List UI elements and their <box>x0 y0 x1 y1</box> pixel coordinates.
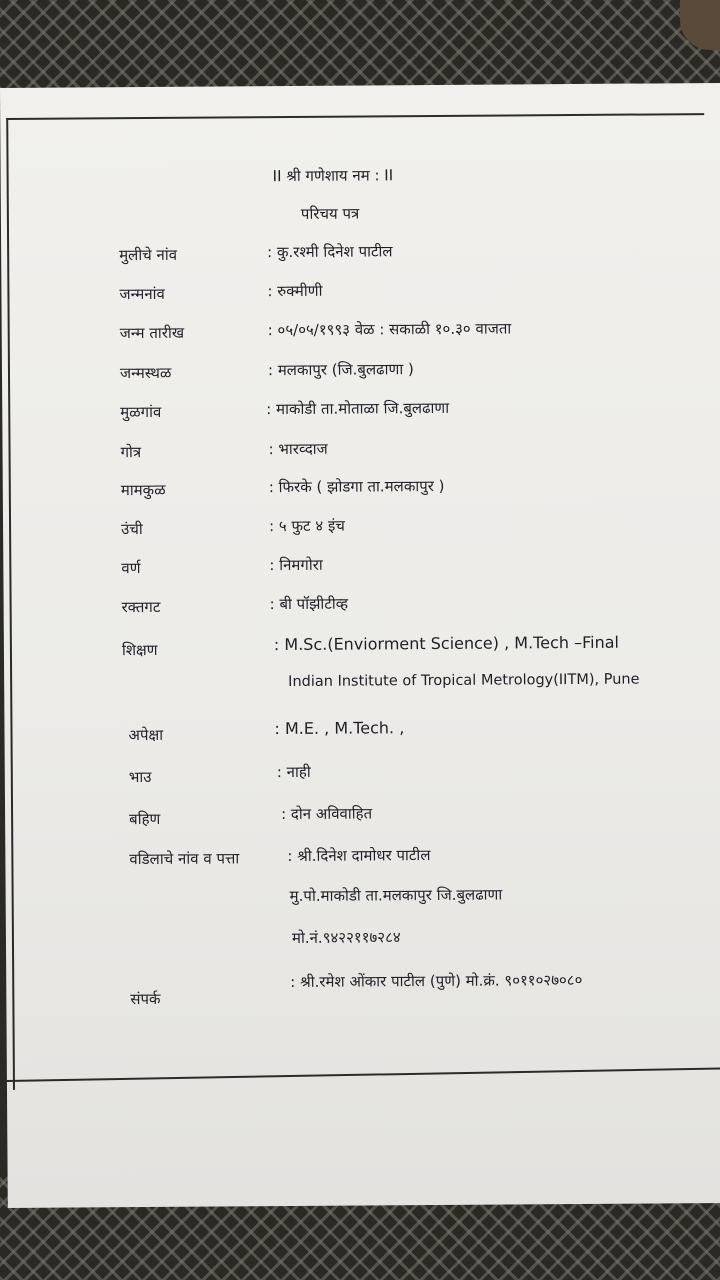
field-value-gotra: : भारव्दाज <box>268 439 328 459</box>
document-sheet <box>0 83 720 1208</box>
field-value-name: : कु.रश्मी दिनेश पाटील <box>267 242 393 262</box>
field-value-birth-date: : ०५/०५/१९९३ वेळ : सकाळी १०.३० वाजता <box>267 319 512 340</box>
field-value-education: : M.Sc.(Enviorment Science) , M.Tech –Final <box>273 632 619 655</box>
contact-value: : श्री.रमेश ओंकार पाटील (पुणे) मो.क्रं. ९०११०२७०८० <box>290 970 583 991</box>
field-value-native-place: : माकोडी ता.मोताळा जि.बुलढाणा <box>266 398 450 419</box>
invocation-heading: II श्री गणेशाय नम : II <box>272 166 394 186</box>
field-value-birth-place: : मलकापुर (जि.बुलढाणा ) <box>267 360 414 380</box>
field-value-maternal-clan: : फिरके ( झोडगा ता.मलकापुर ) <box>268 476 445 497</box>
field-label-birth-date: जन्म तारीख <box>119 323 185 343</box>
field-label-sister: बहिण <box>129 809 161 829</box>
field-label-education: शिक्षण <box>121 640 158 660</box>
field-label-birth-place: जन्मस्थळ <box>119 363 172 383</box>
field-value-expectation: : M.E. , M.Tech. , <box>274 718 405 739</box>
field-label-name: मुलीचे नांव <box>119 245 178 265</box>
field-label-brother: भाउ <box>128 767 152 787</box>
contact-label: संपर्क <box>130 989 161 1009</box>
field-label-height: उंची <box>121 520 143 539</box>
father-phone: मो.नं.९४२२११७२८४ <box>291 928 401 947</box>
field-value-education-institute: Indian Institute of Tropical Metrology(IITM), Pune <box>288 671 640 691</box>
field-label-blood-group: रक्तगट <box>121 597 161 617</box>
father-address: मु.पो.माकोडी ता.मलकापुर जि.बुलढाणा <box>289 885 503 905</box>
field-label-complexion: वर्ण <box>121 559 141 578</box>
document-title: परिचय पत्र <box>300 204 360 223</box>
field-label-expectation: अपेक्षा <box>128 725 164 745</box>
field-value-birth-name: : रुक्मीणी <box>267 281 323 301</box>
father-label: वडिलाचे नांव व पत्ता <box>129 849 240 869</box>
field-value-complexion: : निमगोरा <box>269 555 323 575</box>
field-label-birth-name: जन्मनांव <box>119 284 165 304</box>
father-name: : श्री.दिनेश दामोधर पाटील <box>287 846 431 866</box>
field-value-height: : ५ फुट ४ इंच <box>269 516 345 536</box>
field-label-native-place: मुळगांव <box>120 402 162 422</box>
field-value-sister: : दोन अविवाहित <box>281 804 373 824</box>
field-value-blood-group: : बी पॉझीटीव्ह <box>269 594 349 614</box>
field-label-gotra: गोत्र <box>120 443 142 462</box>
field-value-brother: : नाही <box>276 762 311 782</box>
field-label-maternal-clan: मामकुळ <box>120 480 166 500</box>
